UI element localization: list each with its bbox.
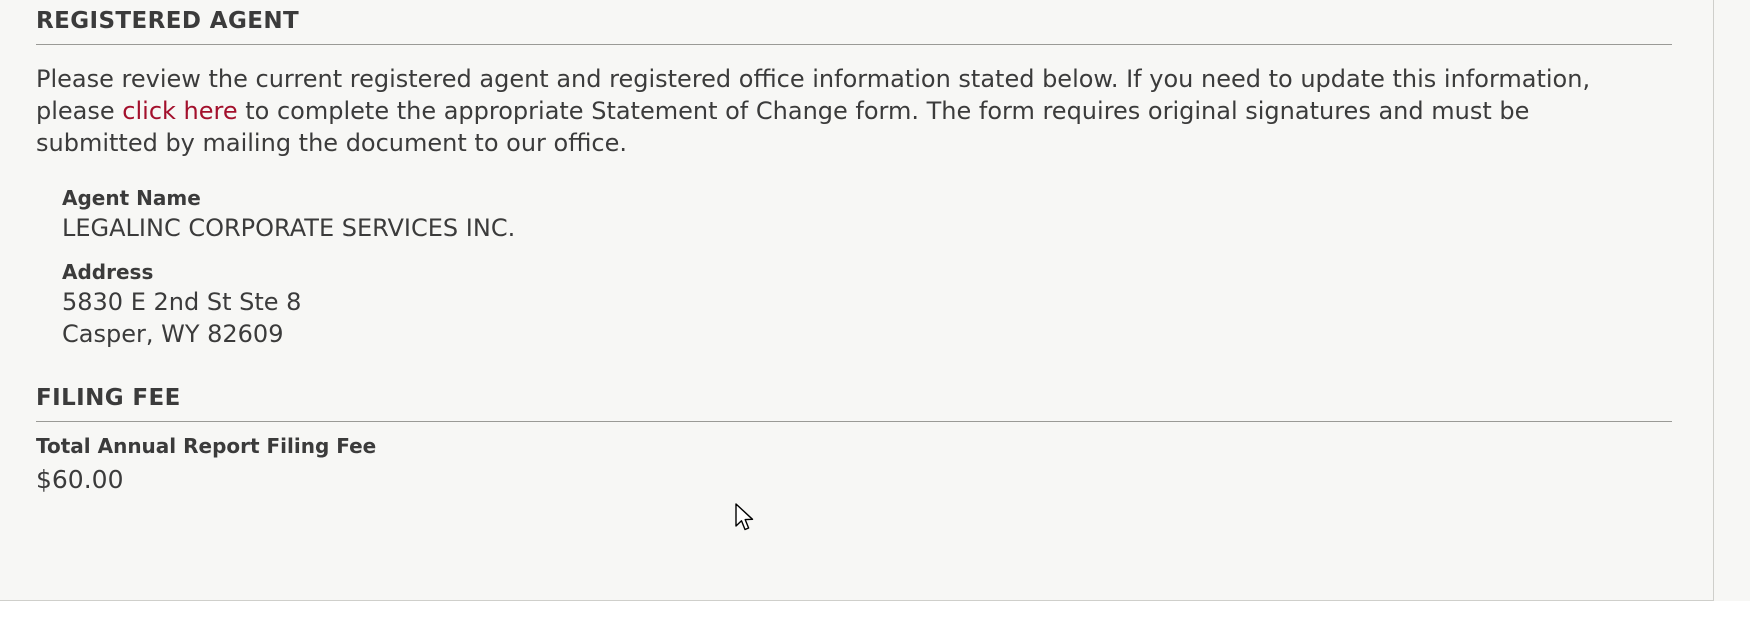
- agent-name-value: LEGALINC CORPORATE SERVICES INC.: [62, 214, 516, 243]
- panel-right-border: [1713, 0, 1714, 600]
- page-bottom-strip: [0, 601, 1750, 638]
- registered-agent-instructions: [36, 63, 1636, 159]
- mouse-pointer-icon: [735, 503, 757, 535]
- filing-fee-block: [36, 432, 1696, 497]
- instructions-text-part1: Please review the current registered agent and registered office information stated below. If you need to update this information, please: [36, 65, 1591, 126]
- address-line-2: Casper, WY 82609: [62, 320, 284, 349]
- registered-agent-heading: REGISTERED AGENT: [36, 0, 1672, 45]
- address-field: [62, 259, 1696, 351]
- filing-fee-heading: FILING FEE: [36, 377, 1672, 422]
- address-label: Address: [62, 259, 154, 284]
- agent-name-field: [62, 185, 1696, 244]
- address-line-1: 5830 E 2nd St Ste 8: [62, 287, 302, 316]
- agent-name-label: Agent Name: [62, 186, 201, 211]
- content-area: [36, 0, 1696, 497]
- instructions-text-part2: to complete the appropriate Statement of Change form. The form requires original signatures and must be submitted by mailing the document to our office.: [36, 97, 1530, 158]
- total-filing-fee-label: Total Annual Report Filing Fee: [36, 433, 377, 458]
- click-here-link[interactable]: click here: [122, 97, 238, 126]
- total-filing-fee-value: $60.00: [36, 464, 124, 494]
- agent-details: [62, 185, 1696, 350]
